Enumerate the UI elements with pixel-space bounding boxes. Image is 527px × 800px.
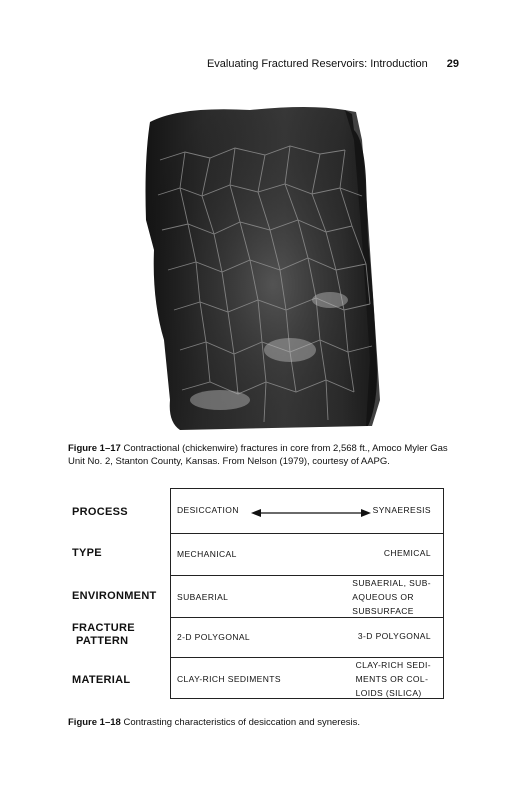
3d-polygonal-cell: 3-D POLYGONAL [357, 631, 431, 641]
material-right-line2: MENTS OR COL- [355, 674, 429, 684]
table-row-fracture-pattern [171, 617, 443, 657]
core-photograph [140, 100, 386, 434]
row-label-material: MATERIAL [72, 674, 131, 686]
row-label-type: TYPE [72, 547, 102, 559]
chemical-cell: CHEMICAL [383, 548, 431, 558]
2d-polygonal-cell: 2-D POLYGONAL [177, 632, 251, 642]
desiccation-cell: DESICCATION [177, 505, 239, 515]
running-header [207, 58, 459, 70]
environment-right-line2: AQUEOUS OR [352, 592, 414, 602]
running-title: Evaluating Fractured Reservoirs: Introduction [206, 58, 428, 70]
table-row-material [171, 657, 443, 699]
material-right-line1: CLAY-RICH SEDI- [355, 660, 431, 670]
row-label-fracture-pattern-line1: FRACTURE [72, 622, 135, 634]
mechanical-cell: MECHANICAL [177, 549, 237, 559]
figure-18-caption [68, 716, 460, 729]
table-row-process [171, 489, 443, 533]
page-number: 29 [446, 58, 459, 70]
row-label-environment: ENVIRONMENT [72, 590, 157, 602]
figure-17-text: Contractional (chickenwire) fractures in core from 2,568 ft., Amoco Myler Gas Unit No. 2, Stanton County, Kansas. From Nelson (1979), courtesy of AAPG. [68, 443, 448, 467]
table-row-type [171, 533, 443, 575]
material-right-line3: LOIDS (SILICA) [355, 688, 422, 698]
row-label-process: PROCESS [72, 506, 128, 518]
figure-17-label: Figure 1–17 [68, 443, 121, 454]
subaerial-cell: SUBAERIAL [177, 592, 229, 602]
row-label-fracture-pattern-line2: PATTERN [76, 635, 129, 647]
environment-right-line3: SUBSURFACE [352, 606, 414, 616]
synaeresis-cell: SYNAERESIS [372, 505, 431, 515]
material-right-cell [356, 658, 431, 700]
row-label-fracture-pattern [72, 622, 168, 648]
double-arrow-icon [251, 509, 371, 517]
environment-right-line1: SUBAERIAL, SUB- [352, 578, 431, 588]
figure-17-caption [68, 442, 460, 468]
clay-rich-sediments-cell: CLAY-RICH SEDIMENTS [177, 674, 281, 684]
table-row-environment [171, 575, 443, 617]
figure-18-text: Contrasting characteristics of desiccation and syneresis. [123, 717, 361, 728]
comparison-table [170, 488, 444, 699]
environment-right-cell [352, 576, 431, 618]
figure-18-label: Figure 1–18 [68, 717, 121, 728]
